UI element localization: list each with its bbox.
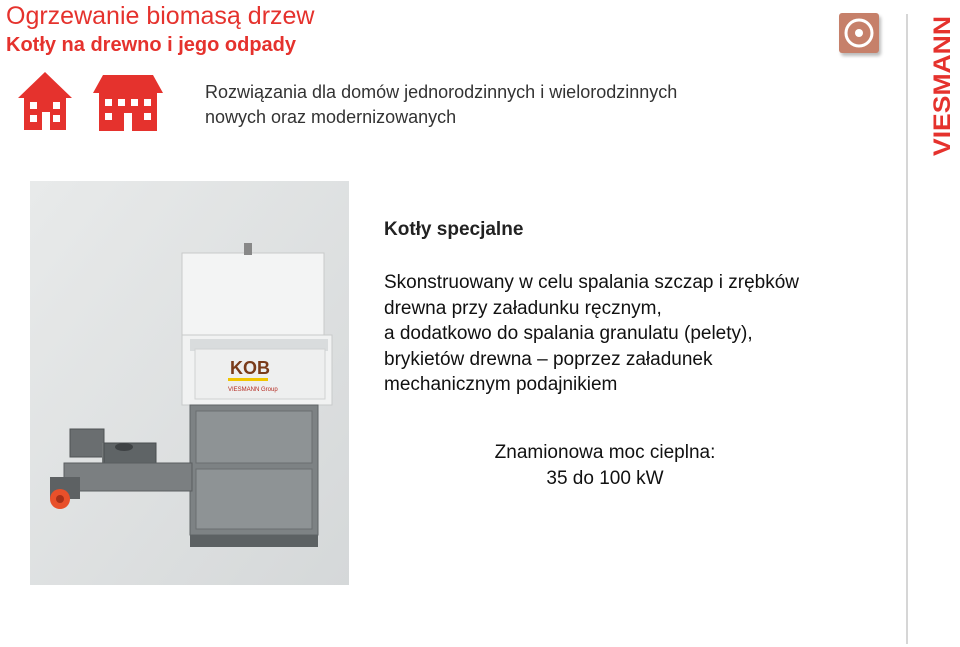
rated-power-value: 35 do 100 kW xyxy=(546,468,664,489)
boiler-photo xyxy=(30,181,349,585)
description-line: Skonstruowany w celu spalania szczap i zrębków xyxy=(384,272,800,293)
brand-logo xyxy=(928,8,956,158)
house-icon xyxy=(18,72,72,130)
target-badge-icon xyxy=(839,13,879,53)
intro-text xyxy=(205,80,677,130)
boiler-sublogo: VIESMANN Group xyxy=(228,387,278,393)
rated-power xyxy=(440,440,770,492)
apartment-house-icon xyxy=(93,75,163,131)
page-subtitle: Kotły na drewno i jego odpady xyxy=(6,34,297,56)
description-line: brykietów drewna – poprzez załadunek xyxy=(384,348,713,370)
description-text xyxy=(384,270,799,398)
boiler-logo: KOB xyxy=(230,358,270,378)
brand-logo-text: VIESMANN xyxy=(929,29,956,156)
vertical-divider xyxy=(906,14,908,644)
description-line: drewna przy załadunku ręcznym, xyxy=(384,297,662,319)
description-line: mechanicznym podajnikiem xyxy=(384,374,618,395)
page-title: Ogrzewanie biomasą drzew xyxy=(6,2,315,30)
rated-power-label: Znamionowa moc cieplna: xyxy=(494,442,716,463)
intro-line: nowych oraz modernizowanych xyxy=(205,107,457,127)
description-line: a dodatkowo do spalania granulatu (pelety), xyxy=(384,323,753,344)
intro-line: Rozwiązania dla domów jednorodzinnych i wielorodzinnych xyxy=(205,82,678,102)
section-heading: Kotły specjalne xyxy=(384,219,524,240)
